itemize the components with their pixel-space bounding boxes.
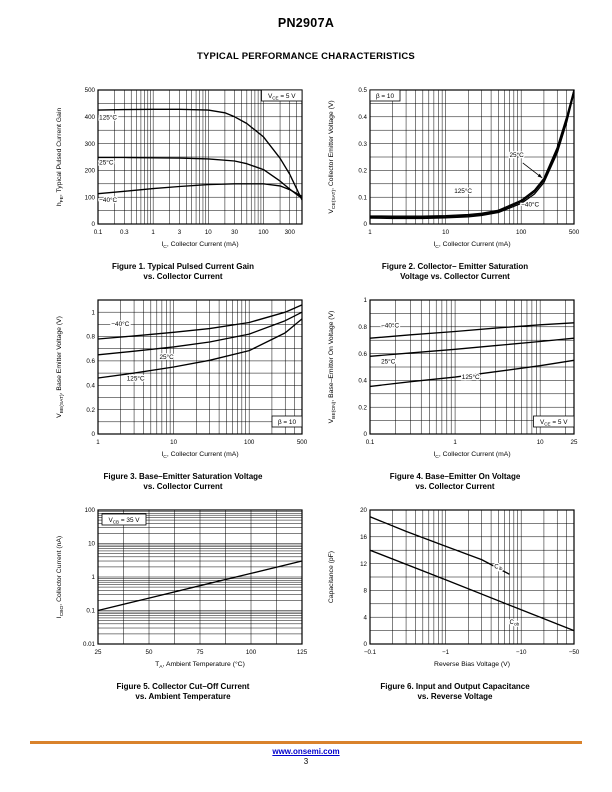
- y-tick-label: 0.5: [358, 87, 367, 95]
- x-tick-label: 1: [96, 439, 100, 446]
- y-tick-label: 0.4: [358, 377, 367, 385]
- x-tick-label: 30: [231, 229, 239, 236]
- x-tick-label: 50: [145, 649, 153, 656]
- figure-1-caption: Figure 1. Typical Pulsed Current Gain vs. Collector Current: [111, 262, 255, 281]
- y-tick-label: 0: [91, 431, 95, 439]
- y-tick-label: 0.2: [358, 404, 367, 412]
- figure-4-plot: [324, 293, 586, 467]
- y-tick-label: 0.1: [86, 607, 95, 615]
- figure-3-caption: Figure 3. Base–Emitter Saturation Voltage vs. Collector Current: [103, 472, 263, 491]
- x-tick-label: 500: [568, 229, 580, 236]
- x-axis-title: $I_C$, Collector Current (mA): [433, 241, 511, 250]
- annotation-text: $V_{CE} = 5$ V: [539, 418, 568, 427]
- x-tick-label: 1: [453, 439, 457, 446]
- annotation-text: $V_{CB} = 35$ V: [108, 516, 140, 525]
- curve-label-Cob: $C_{ob}$: [509, 618, 520, 627]
- x-tick-label: 125: [296, 649, 308, 656]
- y-tick-label: 0.4: [86, 382, 95, 390]
- figure-3-plot: [52, 293, 314, 467]
- x-tick-label: 0.1: [365, 439, 375, 446]
- annotation-text: $V_{CE} = 5$ V: [267, 92, 296, 101]
- y-tick-label: 0.3: [358, 140, 367, 148]
- x-axis-title: $T_A$, Ambient Temperature (°C): [155, 661, 245, 670]
- plot-frame: [98, 300, 302, 434]
- x-tick-label: 1: [151, 229, 155, 236]
- y-tick-label: 0: [363, 641, 367, 649]
- figure-1-plot: [52, 83, 314, 257]
- curve-label-−40°C: −40°C: [521, 201, 540, 209]
- doc-title: PN2907A: [277, 16, 335, 30]
- x-tick-label: −0.1: [363, 649, 377, 656]
- y-tick-label: 4: [363, 614, 367, 622]
- curve-label-−40°C: −40°C: [99, 197, 118, 205]
- page-number: 3: [303, 757, 309, 766]
- x-tick-label: 100: [244, 439, 255, 446]
- figure-6-plot: [324, 503, 586, 677]
- y-axis-title: $V_{CE(SAT)}$, Collector Emitter Voltage (V): [328, 100, 337, 214]
- series-25°C: [370, 90, 574, 217]
- curve-label-25°C: 25°C: [159, 354, 174, 362]
- y-tick-label: 0.6: [358, 350, 367, 358]
- x-tick-label: 10: [442, 229, 450, 236]
- y-tick-label: 300: [84, 140, 95, 148]
- curve-label-Cib: $C_{ib}$: [494, 563, 503, 572]
- y-tick-label: 0.1: [358, 194, 367, 202]
- x-axis-title: Reverse Bias Voltage (V): [434, 661, 510, 668]
- y-tick-label: 100: [84, 507, 95, 515]
- x-tick-label: 25: [94, 649, 102, 656]
- y-tick-label: 10: [88, 540, 95, 548]
- y-tick-label: 12: [360, 560, 367, 568]
- x-tick-label: 100: [516, 229, 527, 236]
- x-axis-title: $I_C$, Collector Current (mA): [161, 451, 239, 460]
- y-axis-title: $I_{CBO}$, Collector Current (nA): [56, 535, 65, 619]
- curve-label-−40°C: −40°C: [381, 322, 400, 330]
- y-tick-label: 20: [360, 507, 367, 515]
- figure-6-panel: [324, 503, 586, 702]
- x-tick-label: 1: [368, 229, 372, 236]
- curve-label-125°C: 125°C: [126, 375, 145, 383]
- x-axis-title: $I_C$, Collector Current (mA): [433, 451, 511, 460]
- figure-5-caption: Figure 5. Collector Cut–Off Current vs. Ambient Temperature: [116, 682, 250, 701]
- x-tick-label: 100: [245, 649, 257, 656]
- y-tick-label: 200: [84, 167, 95, 175]
- section-title: TYPICAL PERFORMANCE CHARACTERISTICS: [197, 51, 415, 62]
- x-tick-label: −10: [515, 649, 527, 656]
- y-tick-label: 500: [84, 87, 95, 95]
- footer-link-row: [0, 747, 612, 756]
- curve-label-25°C: 25°C: [509, 152, 524, 159]
- y-tick-label: 1: [91, 574, 95, 582]
- figure-2-panel: [324, 83, 586, 282]
- x-tick-label: −50: [568, 649, 580, 656]
- x-tick-label: 300: [284, 229, 295, 236]
- x-tick-label: 0.3: [120, 229, 129, 236]
- x-tick-label: 75: [196, 649, 204, 656]
- curve-label-−40°C: −40°C: [111, 321, 130, 329]
- y-axis-title: $V_{BE(ON)}$, Base–Emitter On Voltage (V): [328, 310, 337, 424]
- figure-2-caption: Figure 2. Collector– Emitter Saturation Voltage vs. Collector Current: [381, 262, 529, 281]
- y-tick-label: 0.6: [86, 358, 95, 366]
- series-25°C: [98, 312, 302, 355]
- curve-label-125°C: 125°C: [99, 114, 118, 122]
- y-tick-label: 0.8: [86, 333, 95, 341]
- y-tick-label: 0.4: [358, 114, 367, 121]
- x-tick-label: 25: [570, 439, 578, 446]
- series-125°C: [370, 93, 574, 219]
- onsemi-link[interactable]: www.onsemi.com: [272, 747, 340, 756]
- y-tick-label: 100: [84, 194, 95, 202]
- annotation-text: β = 10: [277, 418, 297, 426]
- figure-1-panel: [52, 83, 314, 282]
- x-tick-label: 10: [204, 229, 212, 236]
- x-tick-label: 3: [177, 229, 182, 236]
- figure-6-caption: Figure 6. Input and Output Capacitance vs. Reverse Voltage: [380, 682, 530, 701]
- figure-2-plot: [324, 83, 586, 257]
- y-tick-label: 0.2: [358, 167, 367, 175]
- figure-4-caption: Figure 4. Base–Emitter On Voltage vs. Collector Current: [389, 472, 521, 491]
- figure-3-panel: [52, 293, 314, 492]
- figure-5-plot: [52, 503, 314, 677]
- x-tick-label: 10: [536, 439, 544, 446]
- curve-label-125°C: 125°C: [461, 374, 480, 382]
- series-−40°C: [370, 323, 574, 338]
- y-axis-title: $h_{FE}$, Typical Pulsed Current Gain: [56, 107, 65, 207]
- x-axis-title: $I_C$, Collector Current (mA): [161, 241, 239, 250]
- x-tick-label: −1: [442, 649, 450, 656]
- curve-label-25°C: 25°C: [381, 358, 396, 366]
- y-tick-label: 0: [91, 221, 95, 229]
- annotation-text: β = 10: [375, 92, 395, 100]
- series-Cib: [370, 517, 510, 575]
- y-axis-title: Capacitance (pF): [328, 550, 335, 604]
- x-tick-label: 10: [170, 439, 178, 446]
- footer-rule: [30, 741, 582, 744]
- y-tick-label: 8: [363, 587, 367, 595]
- y-tick-label: 16: [360, 534, 367, 541]
- y-axis-title: $V_{BE(SAT)}$, Base Emitter Voltage (V): [56, 316, 65, 418]
- y-tick-label: 0.2: [86, 406, 95, 414]
- x-tick-label: 100: [258, 229, 269, 236]
- y-tick-label: 0.01: [82, 641, 95, 649]
- y-tick-label: 400: [84, 114, 95, 121]
- curve-label-25°C: 25°C: [99, 159, 114, 167]
- curve-label-125°C: 125°C: [454, 188, 473, 196]
- figure-5-panel: [52, 503, 314, 702]
- figure-4-panel: [324, 293, 586, 492]
- y-tick-label: 1: [363, 297, 367, 305]
- y-tick-label: 0.8: [358, 324, 367, 331]
- x-tick-label: 500: [296, 439, 308, 446]
- y-tick-label: 0: [363, 431, 367, 439]
- y-tick-label: 1: [91, 309, 95, 317]
- y-tick-label: 0: [363, 221, 367, 229]
- x-tick-label: 0.1: [93, 229, 103, 236]
